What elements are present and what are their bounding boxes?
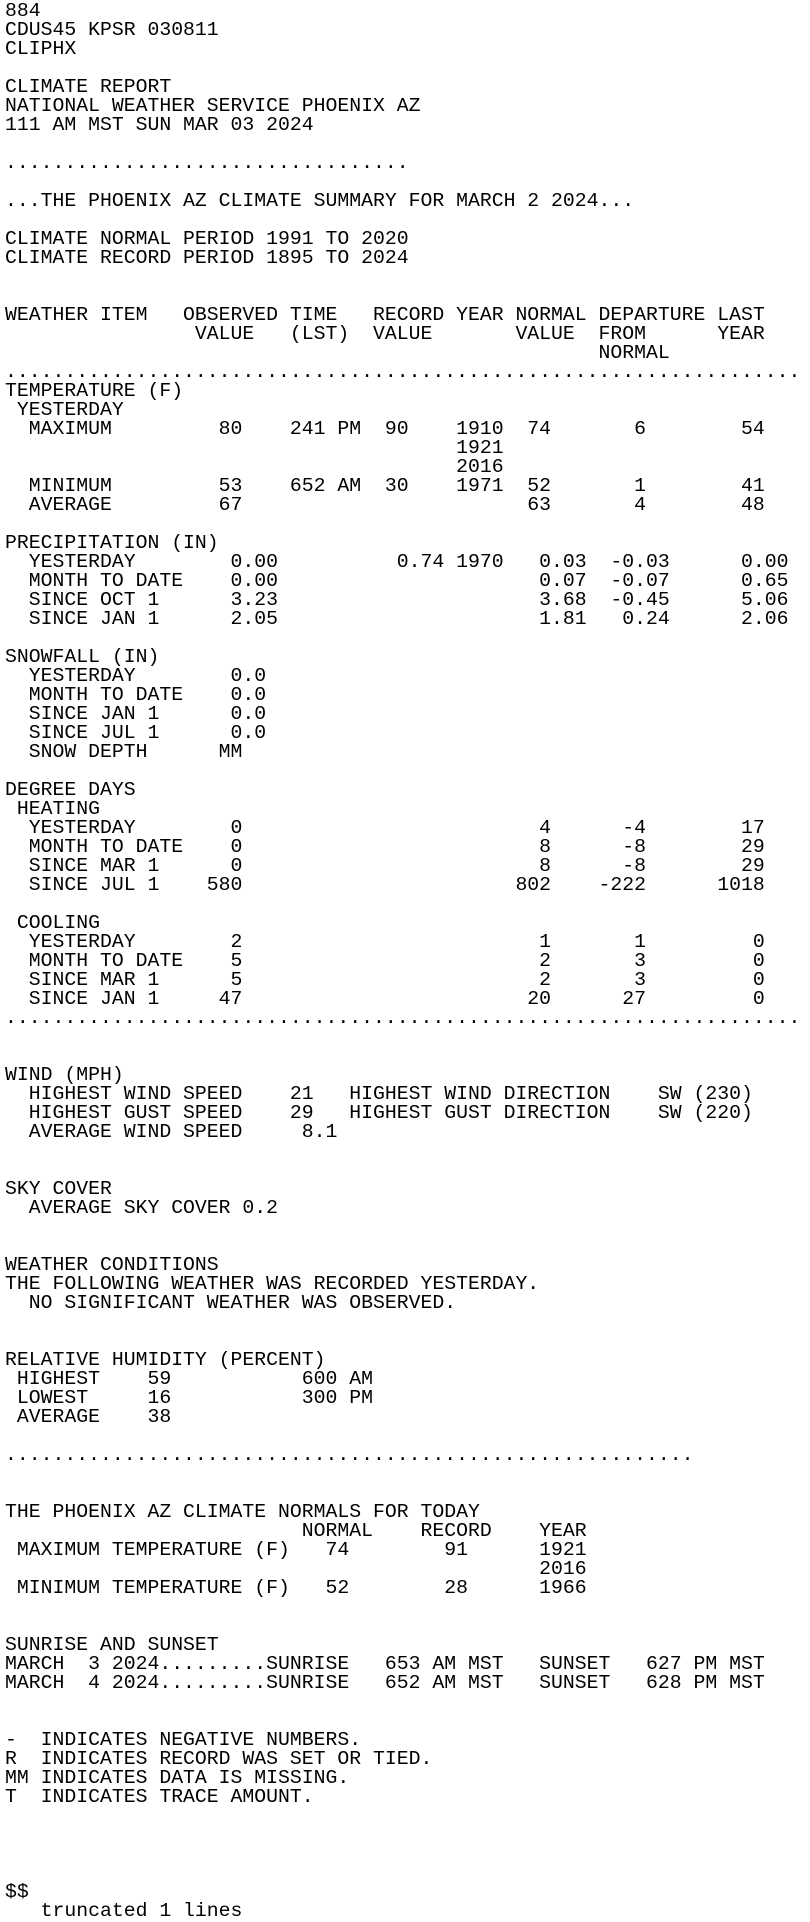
report-line: T INDICATES TRACE AMOUNT.: [5, 1786, 314, 1808]
report-line: VALUE (LST) VALUE VALUE FROM YEAR: [5, 323, 765, 345]
report-line: CLIMATE REPORT: [5, 76, 172, 98]
report-line: MONTH TO DATE 5 2 3 0: [5, 950, 765, 972]
report-line: MAXIMUM 80 241 PM 90 1910 74 6 54: [5, 418, 765, 440]
report-line: 884: [5, 0, 41, 22]
report-line: SINCE JUL 1 580 802 -222 1018: [5, 874, 765, 896]
report-line: YESTERDAY 0 4 -4 17: [5, 817, 765, 839]
report-line: THE PHOENIX AZ CLIMATE NORMALS FOR TODAY: [5, 1501, 480, 1523]
report-line: [5, 1693, 810, 1712]
report-line: [5, 895, 810, 914]
report-line: MINIMUM 53 652 AM 30 1971 52 1 41: [5, 475, 765, 497]
report-line: SINCE JAN 1 47 20 27 0: [5, 988, 765, 1010]
report-line: ..........................................................: [5, 1444, 694, 1466]
report-line: AVERAGE SKY COVER 0.2: [5, 1197, 279, 1219]
report-line: RELATIVE HUMIDITY (PERCENT): [5, 1349, 326, 1371]
report-line: SINCE JAN 1 2.05 1.81 0.24 2.06: [5, 608, 789, 630]
report-line: SNOWFALL (IN): [5, 646, 160, 668]
report-line: [5, 1142, 810, 1161]
report-line: HIGHEST GUST SPEED 29 HIGHEST GUST DIRECTION SW (220): [5, 1102, 753, 1124]
report-line: 1921: [5, 437, 504, 459]
report-line: SINCE JUL 1 0.0: [5, 722, 267, 744]
report-line: MAXIMUM TEMPERATURE (F) 74 91 1921: [5, 1539, 587, 1561]
report-line: MINIMUM TEMPERATURE (F) 52 28 1966: [5, 1577, 587, 1599]
report-line: CDUS45 KPSR 030811: [5, 19, 219, 41]
report-line: ...................................................................: [5, 1007, 801, 1029]
report-line: SKY COVER: [5, 1178, 112, 1200]
report-line: YESTERDAY 0.00 0.74 1970 0.03 -0.03 0.00: [5, 551, 789, 573]
report-line: [5, 1864, 810, 1883]
report-line: [5, 1465, 810, 1484]
report-line: YESTERDAY 2 1 1 0: [5, 931, 765, 953]
report-line: SINCE MAR 1 5 2 3 0: [5, 969, 765, 991]
report-line: DEGREE DAYS: [5, 779, 136, 801]
report-line: NO SIGNIFICANT WEATHER WAS OBSERVED.: [5, 1292, 457, 1314]
report-line: AVERAGE 38: [5, 1406, 172, 1428]
report-line: MONTH TO DATE 0.00 0.07 -0.07 0.65: [5, 570, 789, 592]
report-line: WIND (MPH): [5, 1064, 124, 1086]
report-line: [5, 1028, 810, 1047]
report-line: COOLING: [5, 912, 100, 934]
report-line: [5, 1598, 810, 1617]
report-line: 2016: [5, 456, 504, 478]
report-line: HEATING: [5, 798, 100, 820]
report-line: [5, 268, 810, 287]
report-line: 2016: [5, 1558, 587, 1580]
report-line: NORMAL: [5, 342, 670, 364]
report-line: LOWEST 16 300 PM: [5, 1387, 373, 1409]
report-line: MONTH TO DATE 0 8 -8 29: [5, 836, 765, 858]
report-line: [5, 1313, 810, 1332]
report-line: [5, 1845, 810, 1864]
report-line: ...THE PHOENIX AZ CLIMATE SUMMARY FOR MARCH 2 2024...: [5, 190, 635, 212]
report-line: [5, 1826, 810, 1845]
report-line: SINCE OCT 1 3.23 3.68 -0.45 5.06: [5, 589, 789, 611]
report-line: HIGHEST 59 600 AM: [5, 1368, 373, 1390]
report-line: R INDICATES RECORD WAS SET OR TIED.: [5, 1748, 433, 1770]
report-line: [5, 1218, 810, 1237]
report-line: [5, 1807, 810, 1826]
report-line: SINCE MAR 1 0 8 -8 29: [5, 855, 765, 877]
report-line: AVERAGE WIND SPEED 8.1: [5, 1121, 338, 1143]
report-line: MARCH 3 2024.........SUNRISE 653 AM MST SUNSET 627 PM MST: [5, 1653, 765, 1675]
report-line: SINCE JAN 1 0.0: [5, 703, 267, 725]
report-line: MM INDICATES DATA IS MISSING.: [5, 1767, 350, 1789]
report-line: $$: [5, 1881, 29, 1903]
report-line: TEMPERATURE (F): [5, 380, 184, 402]
report-line: CLIMATE NORMAL PERIOD 1991 TO 2020: [5, 228, 409, 250]
report-line: AVERAGE 67 63 4 48: [5, 494, 765, 516]
report-line: SUNRISE AND SUNSET: [5, 1634, 219, 1656]
report-line: MONTH TO DATE 0.0: [5, 684, 267, 706]
report-line: SNOW DEPTH MM: [5, 741, 243, 763]
report-line: truncated 1 lines: [5, 1900, 243, 1922]
report-line: - INDICATES NEGATIVE NUMBERS.: [5, 1729, 362, 1751]
report-line: CLIPHX: [5, 38, 77, 60]
report-line: HIGHEST WIND SPEED 21 HIGHEST WIND DIRECTION SW (230): [5, 1083, 753, 1105]
report-line: NATIONAL WEATHER SERVICE PHOENIX AZ: [5, 95, 421, 117]
report-line: YESTERDAY 0.0: [5, 665, 267, 687]
report-line: WEATHER CONDITIONS: [5, 1254, 219, 1276]
report-line: NORMAL RECORD YEAR: [5, 1520, 587, 1542]
report-line: [5, 1047, 810, 1066]
report-line: ..................................: [5, 152, 409, 174]
report-line: CLIMATE RECORD PERIOD 1895 TO 2024: [5, 247, 409, 269]
report-line: YESTERDAY: [5, 399, 124, 421]
report-line: MARCH 4 2024.........SUNRISE 652 AM MST SUNSET 628 PM MST: [5, 1672, 765, 1694]
report-line: THE FOLLOWING WEATHER WAS RECORDED YESTERDAY.: [5, 1273, 540, 1295]
report-line: PRECIPITATION (IN): [5, 532, 219, 554]
report-line: 111 AM MST SUN MAR 03 2024: [5, 114, 314, 136]
report-line: WEATHER ITEM OBSERVED TIME RECORD YEAR NORMAL DEPARTURE LAST: [5, 304, 765, 326]
report-line: [5, 1161, 810, 1180]
report-line: ...................................................................: [5, 361, 801, 383]
